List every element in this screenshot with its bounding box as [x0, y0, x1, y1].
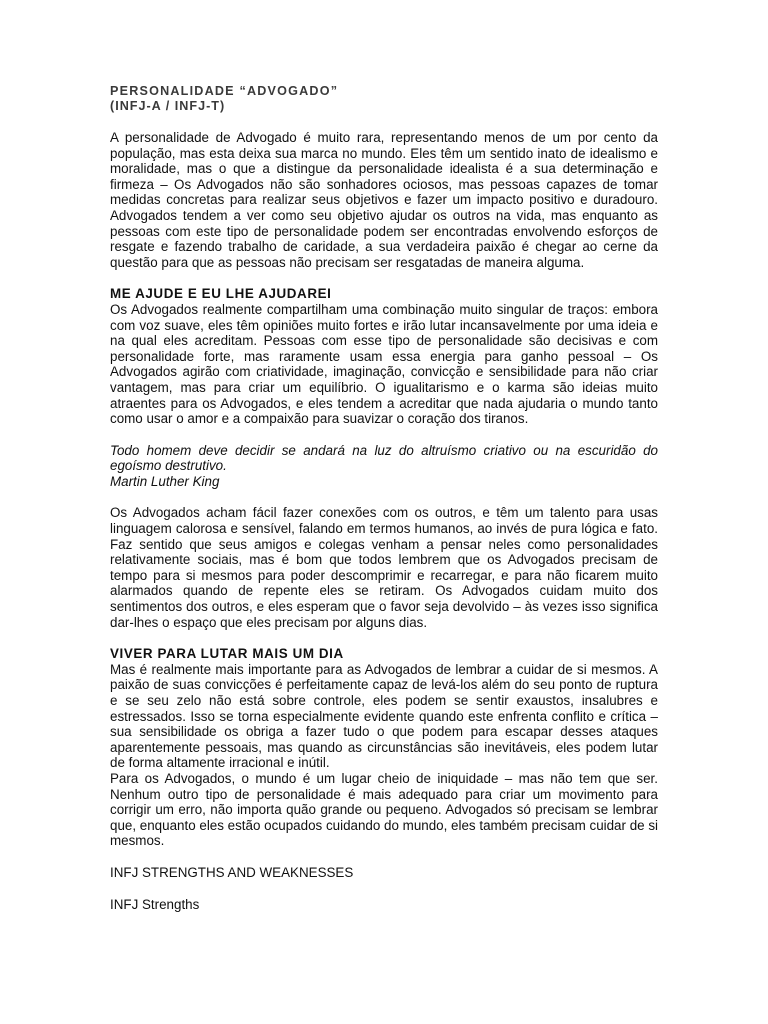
strengths-weaknesses-heading: INFJ STRENGTHS AND WEAKNESSES	[110, 864, 354, 880]
document-title: PERSONALIDADE “ADVOGADO”	[110, 84, 339, 98]
section-heading-help: ME AJUDE E EU LHE AJUDAREI	[110, 286, 332, 302]
strengths-heading: INFJ Strengths	[110, 896, 200, 912]
quote-author: Martin Luther King	[110, 473, 220, 489]
section-live-paragraph-2: Para os Advogados, o mundo é um lugar cheio de iniquidade – mas não tem que ser. Nenhum outro tipo de personalidade é mais adequado para criar um movimento para corrigir um erro, não importa quão grande ou pequeno. Advogados só precisam se lembrar que, enquanto eles estão ocupados cuidando do mundo, eles também precisam cuidar de si mesmos.	[110, 770, 658, 849]
section-live-paragraph: Mas é realmente mais importante para as Advogados de lembrar a cuidar de si mesmos. A paixão de suas convicções é perfeitamente capaz de levá-los além do seu ponto de ruptura e se seu zelo não está sobre controle, eles podem se sentir exaustos, insalubres e estressados. Isso se torna especialmente evidente quando este enfrenta conflito e crítica – sua sensibilidade os obriga a fazer tudo o que podem para escapar desses ataques aparentemente pessoais, mas quando as circunstâncias são inevitáveis, eles podem lutar de forma altamente irracional e inútil.	[110, 661, 658, 771]
quote-text: Todo homem deve decidir se andará na luz do altruísmo criativo ou na escuridão do egoísmo destrutivo.	[110, 442, 658, 474]
section-help-paragraph: Os Advogados realmente compartilham uma combinação muito singular de traços: embora com voz suave, eles têm opiniões muito fortes e irão lutar incansavelmente por uma ideia e na qual eles acreditam. Pessoas com esse tipo de personalidade são decisivas e com personalidade forte, mas raramente usam essa energia para ganho pessoal – Os Advogados agirão com criatividade, imaginação, convicção e sensibilidade para não criar vantagem, mas para criar um equilíbrio. O igualitarismo e o karma são ideias muito atraentes para os Advogados, e eles tendem a acreditar que nada ajudaria o mundo tanto como usar o amor e a compaixão para suavizar o coração dos tiranos.	[110, 301, 658, 427]
document-subtitle: (INFJ-A / INFJ-T)	[110, 99, 226, 113]
intro-paragraph: A personalidade de Advogado é muito rara, representando menos de um por cento da população, mas esta deixa sua marca no mundo. Eles têm um sentido inato de idealismo e moralidade, mas o que a distingue da personalidade idealista é a sua determinação e firmeza – Os Advogados não são sonhadores ociosos, mas pessoas capazes de tomar medidas concretas para realizar seus objetivos e fazer um impacto positivo e duradouro. Advogados tendem a ver como seu objetivo ajudar os outros na vida, mas enquanto as pessoas com este tipo de personalidade podem ser encontradas envolvendo esforços de resgate e fazendo trabalho de caridade, a sua verdadeira paixão é chegar ao cerne da questão para que as pessoas não precisam ser resgatadas de maneira alguma.	[110, 130, 658, 270]
section-heading-live: VIVER PARA LUTAR MAIS UM DIA	[110, 646, 344, 662]
document-content	[110, 84, 658, 912]
section-help-paragraph-2: Os Advogados acham fácil fazer conexões com os outros, e têm um talento para usas linguagem calorosa e sensível, falando em termos humanos, ao invés de pura lógica e fato. Faz sentido que seus amigos e colegas venham a pensar neles como personalidades relativamente sociais, mas é bom que todos lembrem que os Advogados precisam de tempo para si mesmos para poder descomprimir e recarregar, e para não ficarem muito alarmados quando de repente eles se retiram. Os Advogados cuidam muito dos sentimentos dos outros, e eles esperam que o favor seja devolvido – às vezes isso significa dar-lhes o espaço que eles precisam por alguns dias.	[110, 505, 658, 630]
